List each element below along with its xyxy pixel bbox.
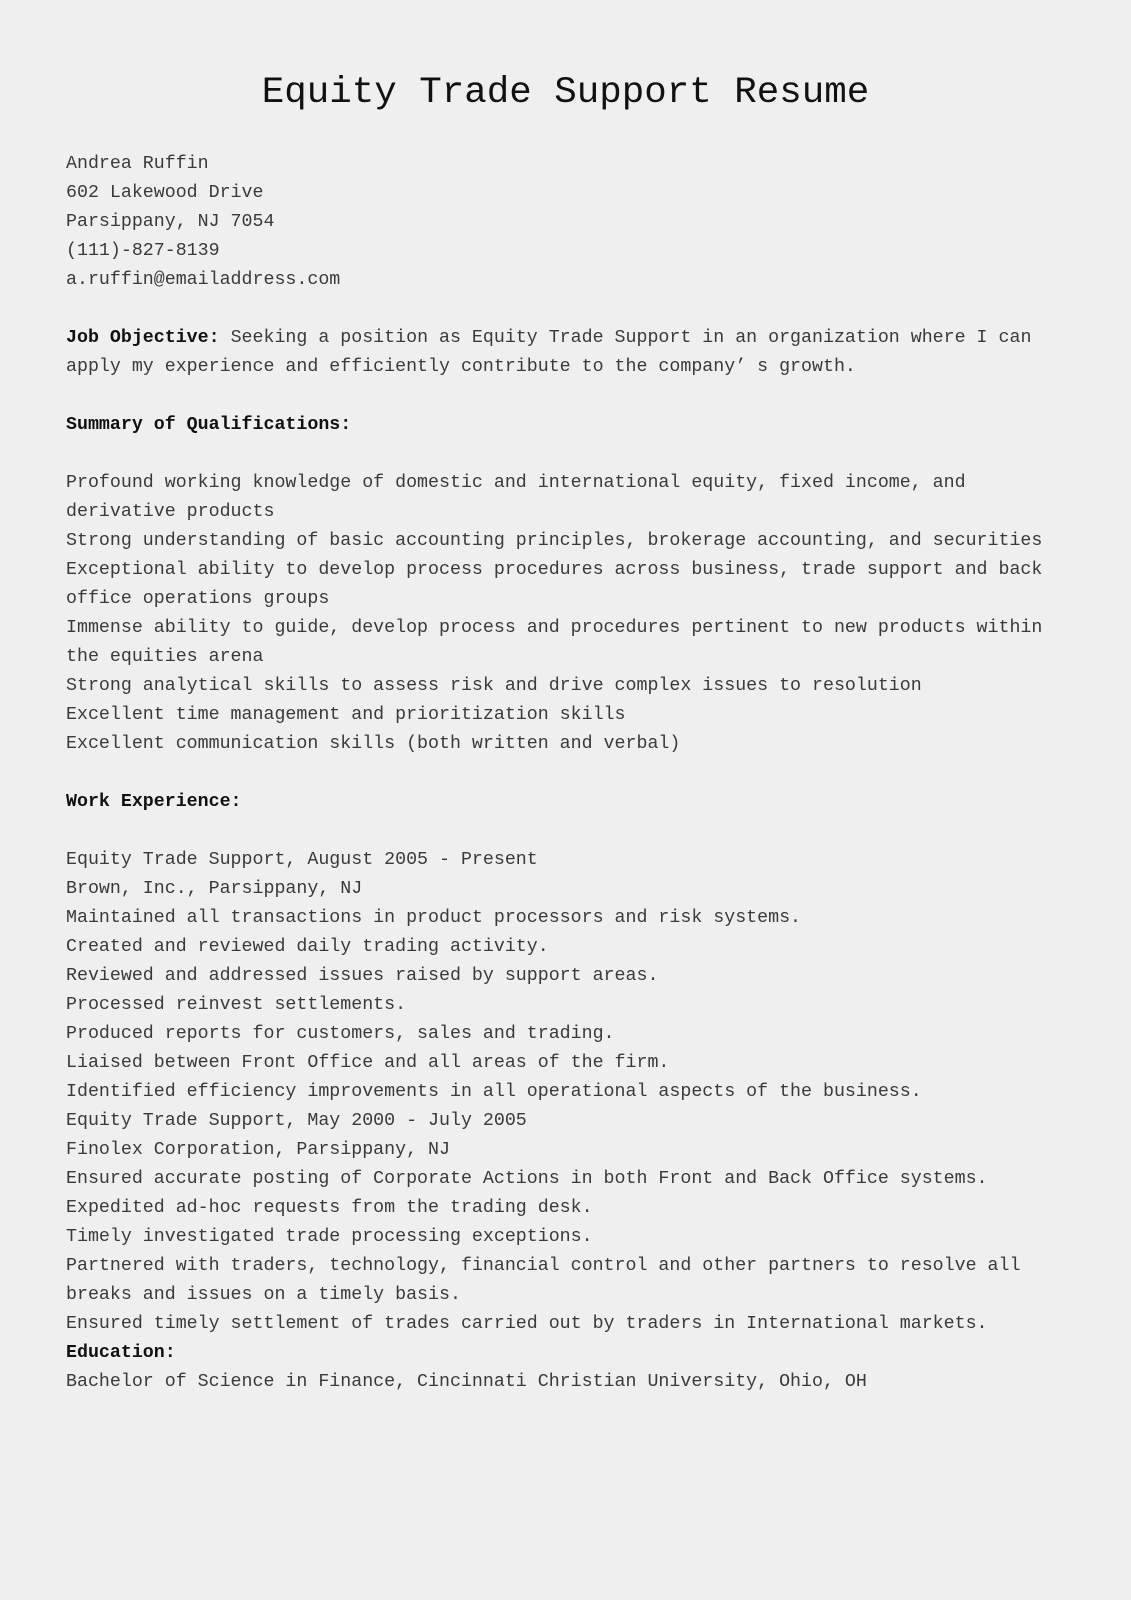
work-line: Liaised between Front Office and all areas of the firm. <box>66 1053 670 1073</box>
summary-item: Immense ability to guide, develop process and procedures pertinent to new products within the equities arena <box>66 618 1043 667</box>
work-line: Ensured accurate posting of Corporate Actions in both Front and Back Office systems. <box>66 1169 988 1189</box>
summary-item: Profound working knowledge of domestic and international equity, fixed income, and derivative products <box>66 473 966 522</box>
contact-city: Parsippany, NJ 7054 <box>66 212 275 232</box>
work-line: Expedited ad-hoc requests from the trading desk. <box>66 1198 593 1218</box>
education-text: Bachelor of Science in Finance, Cincinnati Christian University, Ohio, OH <box>66 1372 867 1392</box>
contact-block <box>66 150 1066 295</box>
summary-item: Excellent communication skills (both written and verbal) <box>66 734 681 754</box>
summary-item: Exceptional ability to develop process procedures across business, trade support and back office operations groups <box>66 560 1043 609</box>
work-list <box>66 846 1066 1339</box>
job-objective <box>66 324 1066 382</box>
work-line: Finolex Corporation, Parsippany, NJ <box>66 1140 450 1160</box>
work-line: Ensured timely settlement of trades carried out by traders in International markets. <box>66 1314 988 1334</box>
resume-body <box>66 150 1066 1397</box>
objective-label: Job Objective: <box>66 328 220 348</box>
work-line: Maintained all transactions in product processors and risk systems. <box>66 908 802 928</box>
page-title: Equity Trade Support Resume <box>261 72 870 114</box>
work-line: Reviewed and addressed issues raised by support areas. <box>66 966 659 986</box>
work-line: Processed reinvest settlements. <box>66 995 407 1015</box>
summary-item: Strong understanding of basic accounting principles, brokerage accounting, and securities <box>66 531 1043 551</box>
work-line: Timely investigated trade processing exceptions. <box>66 1227 593 1247</box>
contact-name: Andrea Ruffin <box>66 154 209 174</box>
work-line: Equity Trade Support, May 2000 - July 2005 <box>66 1111 527 1131</box>
work-line: Partnered with traders, technology, financial control and other partners to resolve all breaks and issues on a timely basis. <box>66 1256 1021 1305</box>
education-heading: Education: <box>66 1343 176 1363</box>
work-line: Equity Trade Support, August 2005 - Present <box>66 850 538 870</box>
contact-address: 602 Lakewood Drive <box>66 183 264 203</box>
objective-text: Seeking a position as Equity Trade Support in an organization where I can apply my experience and efficiently contribute to the company’ s growth. <box>66 328 1032 377</box>
contact-phone: (111)-827-8139 <box>66 241 220 261</box>
summary-list <box>66 469 1066 759</box>
summary-heading: Summary of Qualifications: <box>66 415 352 435</box>
work-line: Created and reviewed daily trading activity. <box>66 937 549 957</box>
contact-email: a.ruffin@emailaddress.com <box>66 270 341 290</box>
summary-item: Excellent time management and prioritization skills <box>66 705 626 725</box>
summary-item: Strong analytical skills to assess risk and drive complex issues to resolution <box>66 676 922 696</box>
work-line: Brown, Inc., Parsippany, NJ <box>66 879 363 899</box>
work-line: Identified efficiency improvements in all operational aspects of the business. <box>66 1082 922 1102</box>
work-heading: Work Experience: <box>66 792 242 812</box>
work-line: Produced reports for customers, sales and trading. <box>66 1024 615 1044</box>
